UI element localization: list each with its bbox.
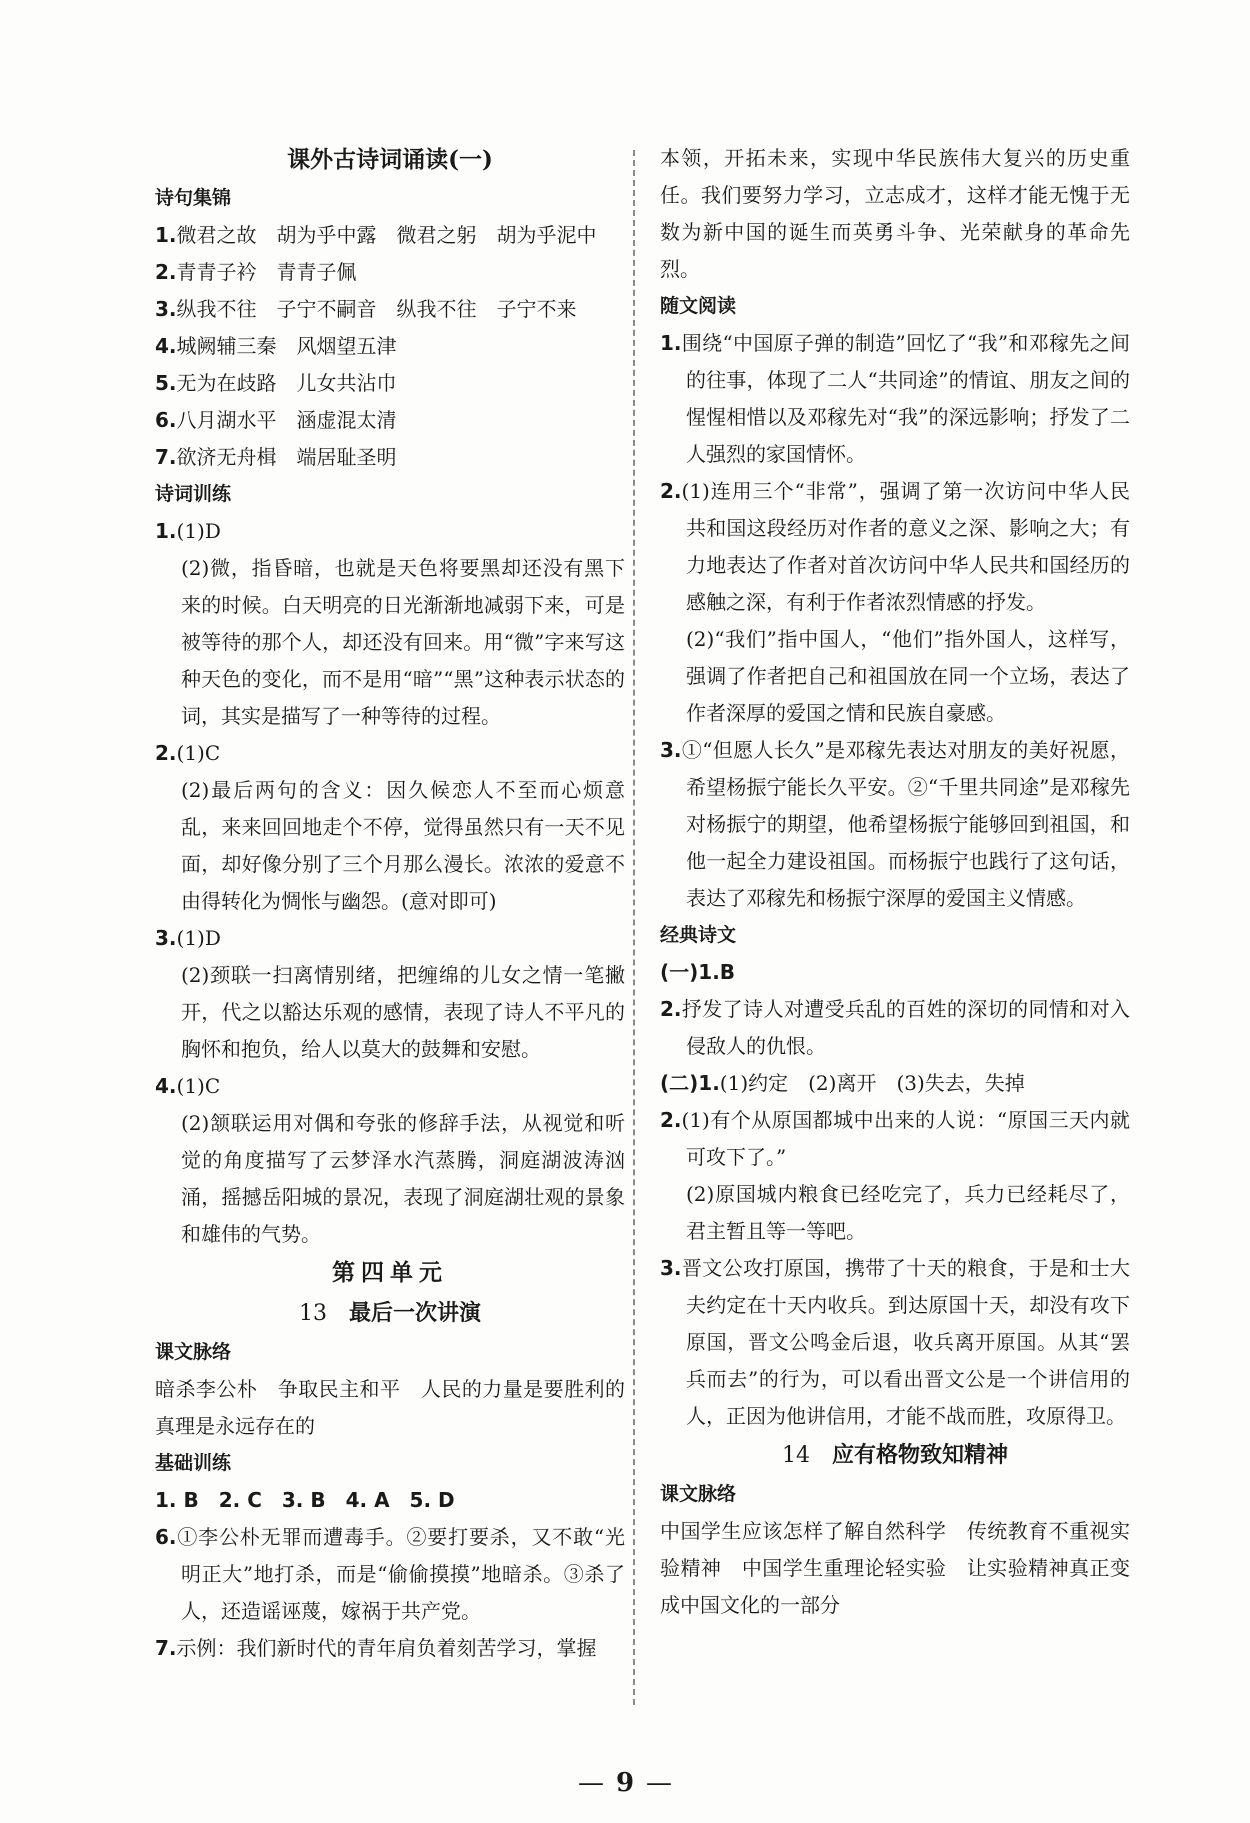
answer-item (155, 1630, 625, 1667)
answer-text: (1)D (176, 519, 221, 543)
item-number: 2. (660, 997, 682, 1021)
answer-item (660, 954, 1130, 991)
answer-text: 八月湖水平 涵虚混太清 (176, 408, 397, 432)
heading-suiwen-yuedu: 随文阅读 (660, 295, 737, 317)
answer-item (155, 1519, 625, 1630)
column-divider (633, 150, 635, 1705)
item-number: (二)1. (660, 1071, 720, 1095)
item-number: 3. (155, 297, 177, 321)
answer-subitem: (2)颈联一扫离情别绪，把缠绵的儿女之情一笔撇开，代之以豁达乐观的感情，表现了诗人不平凡的胸怀和抱负，给人以莫大的鼓舞和安慰。 (181, 963, 625, 1061)
item-number: 3. (660, 738, 682, 762)
answer-item (155, 1068, 625, 1105)
lesson-number: 14 (781, 1443, 810, 1468)
item-number: 3. (155, 926, 177, 950)
item-number: 1. (660, 331, 682, 355)
answer-item (155, 291, 625, 328)
item-number: 6. (155, 1525, 177, 1549)
heading-kewen-mailuo: 课文脉络 (155, 1341, 232, 1363)
answer-item (155, 217, 625, 254)
answer-subitem: (2)“我们”指中国人，“他们”指外国人，这样写，强调了作者把自己和祖国放在同一个立场，表达了作者深厚的爱国之情和民族自豪感。 (686, 627, 1130, 725)
answer-subitem: (2)微，指昏暗，也就是天色将要黑却还没有黑下来的时候。白天明亮的日光渐渐地减弱下来，可是被等待的那个人，却还没有回来。用“微”字来写这种天色的变化，而不是用“暗”“黑”这种表示状态的词，其实是描写了一种等待的过程。 (181, 556, 625, 728)
lesson-name: 应有格物致知精神 (831, 1442, 1008, 1468)
item-number: (一)1. (660, 960, 720, 984)
item-number: 1. (155, 519, 177, 543)
heading-jichu-xunlian: 基础训练 (155, 1452, 232, 1474)
left-column (155, 140, 645, 1667)
answer-text: 示例：我们新时代的青年肩负着刻苦学习，掌握 (176, 1636, 597, 1660)
lesson-title (660, 1435, 1130, 1476)
answer-item (155, 439, 625, 476)
heading-shiju-jijin: 诗句集锦 (155, 187, 232, 209)
heading-jingdian-shiwen: 经典诗文 (660, 924, 737, 946)
page-number: — 9 — (577, 1768, 673, 1798)
answer-text: ①李公朴无罪而遭毒手。②要打要杀，又不敢“光明正大”地打杀，而是“偷偷摸摸”地暗杀。③杀了人，还造谣诬蔑，嫁祸于共产党。 (176, 1525, 625, 1623)
item-number: 2. (155, 741, 177, 765)
item-number: 2. (660, 1108, 682, 1132)
item-number: 4. (155, 334, 177, 358)
answer-text: 抒发了诗人对遭受兵乱的百姓的深切的同情和对入侵敌人的仇恨。 (681, 997, 1130, 1058)
answer-item (155, 328, 625, 365)
item-number: 4. (155, 1074, 177, 1098)
answer-item (660, 991, 1130, 1065)
heading-shici-xunlian: 诗词训练 (155, 483, 232, 505)
answer-text: 城阙辅三秦 风烟望五津 (176, 334, 397, 358)
outline-text: 暗杀李公朴 争取民主和平 人民的力量是要胜利的 真理是永远存在的 (155, 1377, 645, 1438)
outline-text: 中国学生应该怎样了解自然科学 传统教育不重视实验精神 中国学生重理论轻实验 让实验精神真正变成中国文化的一部分 (660, 1519, 1130, 1617)
answer-text: (1)C (176, 741, 221, 765)
answer-text: 晋文公攻打原国，携带了十天的粮食，于是和士大夫约定在十天内收兵。到达原国十天，却没有攻下原国，晋文公鸣金后退，收兵离开原国。从其“罢兵而去”的行为，可以看出晋文公是一个讲信用的人，正因为他讲信用，才能不战而胜，攻原得卫。 (681, 1256, 1130, 1428)
item-number: 2. (660, 479, 682, 503)
answer-text: (1)C (176, 1074, 221, 1098)
answer-text: 微君之故 胡为乎中露 微君之躬 胡为乎泥中 (176, 223, 597, 247)
answer-text: 青青子衿 青青子佩 (176, 260, 357, 284)
answer-subitem: (2)颔联运用对偶和夸张的修辞手法，从视觉和听觉的角度描写了云梦泽水汽蒸腾，洞庭湖波涛汹涌，摇撼岳阳城的景况，表现了洞庭湖壮观的景象和雄伟的气势。 (181, 1111, 625, 1246)
answer-item (155, 513, 625, 550)
answer-text: 围绕“中国原子弹的制造”回忆了“我”和邓稼先之间的往事，体现了二人“共同途”的情谊、朋友之间的惺惺相惜以及邓稼先对“我”的深远影响；抒发了二人强烈的家国情怀。 (681, 331, 1130, 466)
item-number: 3. (660, 1256, 682, 1280)
answer-item (155, 365, 625, 402)
answer-item (155, 254, 625, 291)
item-number: 7. (155, 445, 177, 469)
answer-subitem: (2)原国城内粮食已经吃完了，兵力已经耗尽了，君主暂且等一等吧。 (686, 1182, 1130, 1243)
lesson-name: 最后一次讲演 (348, 1300, 481, 1326)
continued-text: 本领，开拓未来，实现中华民族伟大复兴的历史重任。我们要努力学习，立志成才，这样才能无愧于无数为新中国的诞生而英勇斗争、光荣献身的革命先烈。 (660, 146, 1130, 281)
answer-item (155, 402, 625, 439)
answer-item (660, 473, 1130, 621)
lesson-number: 13 (298, 1301, 327, 1326)
item-number: 1. (155, 223, 177, 247)
answer-item (660, 1065, 1130, 1102)
answer-text: ①“但愿人长久”是邓稼先表达对朋友的美好祝愿，希望杨振宁能长久平安。②“千里共同途”是邓稼先对杨振宁的期望，他希望杨振宁能够回到祖国，和他一起全力建设祖国。而杨振宁也践行了这句话，表达了邓稼先和杨振宁深厚的爱国主义情感。 (681, 738, 1130, 910)
answer-item (660, 1250, 1130, 1435)
heading-kewen-mailuo: 课文脉络 (660, 1483, 737, 1505)
answer-text: B (719, 960, 736, 984)
answer-text: (1)有个从原国都城中出来的人说：“原国三天内就可攻下了。” (681, 1108, 1130, 1169)
section-title: 课外古诗词诵读(一) (287, 146, 493, 173)
item-number: 7. (155, 1636, 177, 1660)
answer-text: 欲济无舟楫 端居耻圣明 (176, 445, 397, 469)
answer-item (660, 1102, 1130, 1176)
lesson-title (155, 1293, 625, 1334)
answer-item (155, 735, 625, 772)
page-number-value: 9 (615, 1768, 635, 1798)
choice-answers: 1. B 2. C 3. B 4. A 5. D (155, 1488, 455, 1512)
unit-title: 第四单元 (332, 1259, 448, 1286)
answer-text: 无为在歧路 儿女共沾巾 (176, 371, 397, 395)
item-number: 2. (155, 260, 177, 284)
answer-text: 纵我不往 子宁不嗣音 纵我不往 子宁不来 (176, 297, 577, 321)
answer-subitem: (2)最后两句的含义：因久候恋人不至而心烦意乱，来来回回地走个不停，觉得虽然只有一天不见面，却好像分别了三个月那么漫长。浓浓的爱意不由得转化为惆怅与幽怨。(意对即可) (181, 778, 625, 913)
right-column (660, 140, 1130, 1624)
item-number: 5. (155, 371, 177, 395)
answer-text: (1)连用三个“非常”，强调了第一次访问中华人民共和国这段经历对作者的意义之深、影响之大；有力地表达了作者对首次访问中华人民共和国经历的感触之深，有利于作者浓烈情感的抒发。 (681, 479, 1130, 614)
answer-text: (1)约定 (2)离开 (3)失去，失掉 (719, 1071, 1025, 1095)
answer-item (660, 732, 1130, 917)
item-number: 6. (155, 408, 177, 432)
answer-item (660, 325, 1130, 473)
answer-item (155, 920, 625, 957)
answer-text: (1)D (176, 926, 221, 950)
